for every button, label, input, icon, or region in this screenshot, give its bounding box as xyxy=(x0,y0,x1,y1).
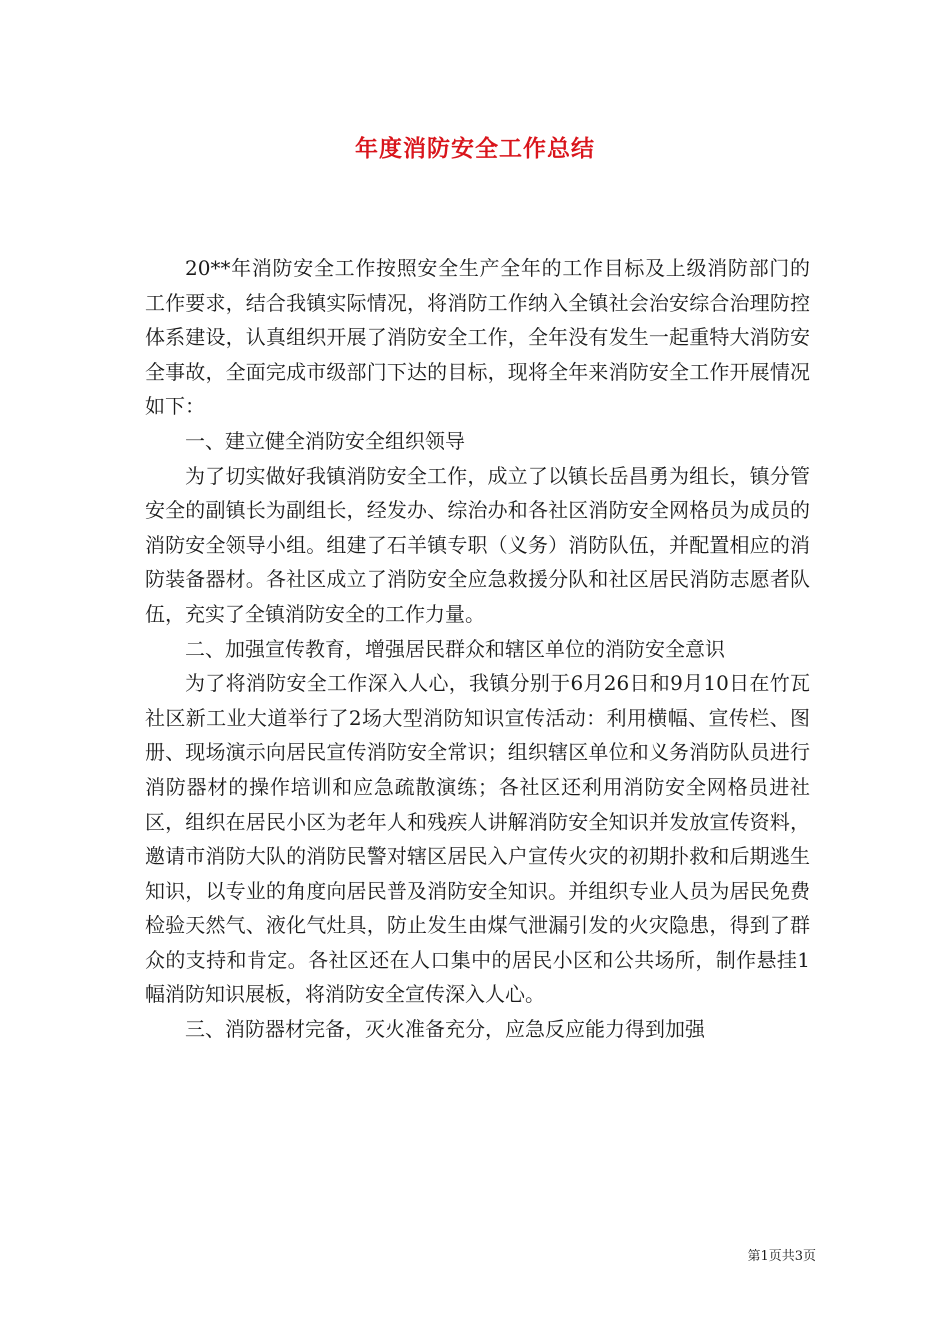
section-heading-1: 一、建立健全消防安全组织领导 xyxy=(185,428,465,453)
document-body xyxy=(145,251,810,1047)
paragraph-section-1: 为了切实做好我镇消防安全工作，成立了以镇长岳昌勇为组长，镇分管安全的副镇长为副组长，经发办、综治办和各社区消防安全网格员为成员的消防安全领导小组。组建了石羊镇专职（义务）消防队伍，并配置相应的消防装备器材。各社区成立了消防安全应急救援分队和社区居民消防志愿者队伍，充实了全镇消防安全的工作力量。 xyxy=(145,463,810,626)
section-heading-2: 二、加强宣传教育，增强居民群众和辖区单位的消防安全意识 xyxy=(185,636,725,661)
paragraph-intro: 20**年消防安全工作按照安全生产全年的工作目标及上级消防部门的工作要求，结合我镇实际情况，将消防工作纳入全镇社会治安综合治理防控体系建设，认真组织开展了消防安全工作，全年没有发生一起重特大消防安全事故，全面完成市级部门下达的目标，现将全年来消防安全工作开展情况如下： xyxy=(145,256,810,419)
document-title: 年度消防安全工作总结 xyxy=(355,136,595,162)
page-number: 第1页共3页 xyxy=(747,1249,816,1264)
section-heading-3: 三、消防器材完备，灭火准备充分，应急反应能力得到加强 xyxy=(185,1017,705,1042)
paragraph-section-2: 为了将消防安全工作深入人心，我镇分别于6月26日和9月10日在竹瓦社区新工业大道举行了2场大型消防知识宣传活动：利用横幅、宣传栏、图册、现场演示向居民宣传消防安全常识；组织辖区单位和义务消防队员进行消防器材的操作培训和应急疏散演练；各社区还利用消防安全网格员进社区，组织在居民小区为老年人和残疾人讲解消防安全知识并发放宣传资料，邀请市消防大队的消防民警对辖区居民入户宣传火灾的初期扑救和后期逃生知识，以专业的角度向居民普及消防安全知识。并组织专业人员为居民免费检验天然气、液化气灶具，防止发生由煤气泄漏引发的火灾隐患，得到了群众的支持和肯定。各社区还在人口集中的居民小区和公共场所，制作悬挂1幅消防知识展板，将消防安全宣传深入人心。 xyxy=(145,671,810,1007)
